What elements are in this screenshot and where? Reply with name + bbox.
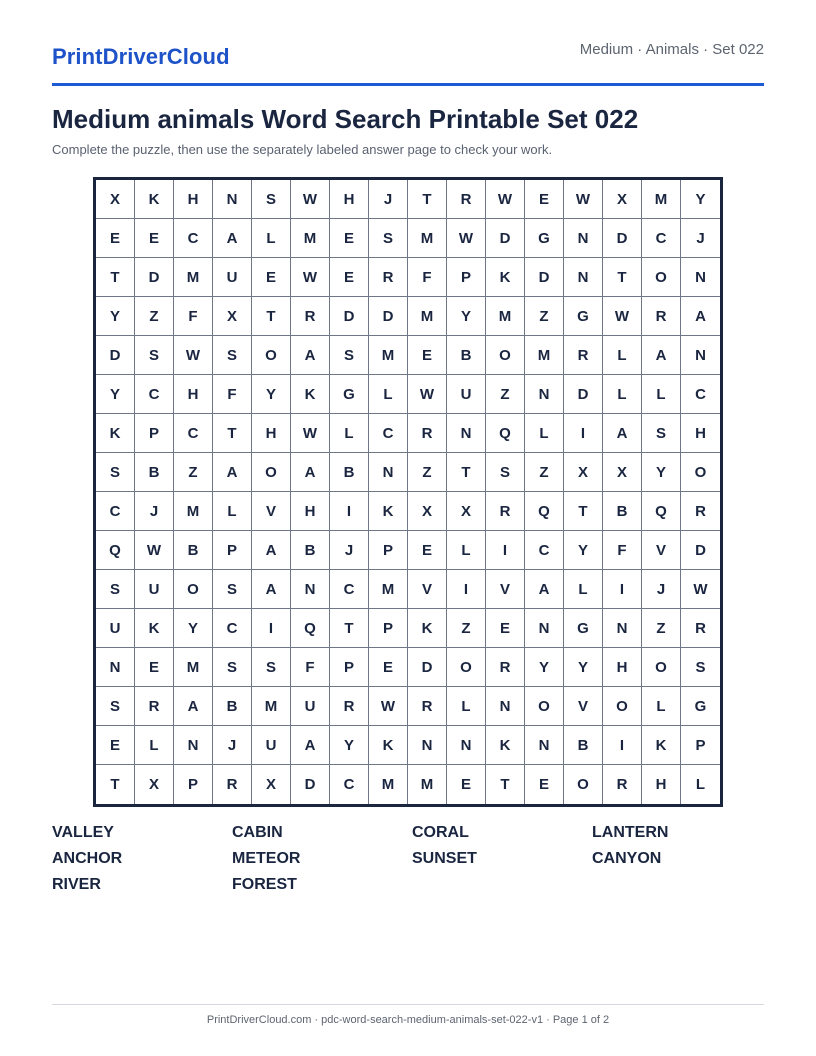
grid-cell: P	[135, 414, 174, 453]
word-list	[52, 824, 772, 894]
grid-cell: D	[369, 297, 408, 336]
grid-cell: W	[291, 414, 330, 453]
grid-cell: O	[642, 648, 681, 687]
grid-cell: B	[447, 336, 486, 375]
grid-cell: X	[135, 765, 174, 804]
grid-cell: S	[96, 570, 135, 609]
grid-cell: M	[252, 687, 291, 726]
grid-cell: E	[96, 219, 135, 258]
grid-cell: D	[681, 531, 720, 570]
grid-cell: N	[525, 726, 564, 765]
word-search-grid	[93, 177, 723, 807]
grid-cell: O	[252, 336, 291, 375]
grid-cell: R	[564, 336, 603, 375]
grid-cell: E	[135, 219, 174, 258]
grid-cell: K	[486, 726, 525, 765]
grid-cell: N	[96, 648, 135, 687]
grid-cell: L	[369, 375, 408, 414]
grid-cell: A	[681, 297, 720, 336]
grid-cell: O	[486, 336, 525, 375]
grid-cell: I	[603, 726, 642, 765]
grid-cell: J	[213, 726, 252, 765]
grid-cell: N	[525, 375, 564, 414]
grid-cell: M	[174, 648, 213, 687]
grid-cell: G	[564, 297, 603, 336]
grid-cell: A	[252, 570, 291, 609]
grid-cell: A	[291, 453, 330, 492]
grid-cell: O	[681, 453, 720, 492]
grid-cell: Y	[564, 531, 603, 570]
grid-cell: S	[369, 219, 408, 258]
grid-cell: D	[330, 297, 369, 336]
grid-cell: E	[525, 180, 564, 219]
grid-cell: C	[525, 531, 564, 570]
grid-cell: M	[408, 219, 447, 258]
grid-cell: O	[564, 765, 603, 804]
word-list-item: VALLEY	[52, 824, 114, 841]
grid-cell: X	[603, 180, 642, 219]
word-list-item: CANYON	[592, 850, 662, 867]
grid-cell: M	[291, 219, 330, 258]
grid-cell: H	[291, 492, 330, 531]
grid-cell: F	[408, 258, 447, 297]
grid-cell: L	[213, 492, 252, 531]
grid-cell: A	[291, 726, 330, 765]
grid-cell: I	[447, 570, 486, 609]
grid-cell: Y	[96, 297, 135, 336]
grid-cell: S	[681, 648, 720, 687]
grid-cell: E	[330, 258, 369, 297]
grid-cell: L	[252, 219, 291, 258]
grid-cell: U	[213, 258, 252, 297]
grid-cell: D	[564, 375, 603, 414]
grid-cell: D	[525, 258, 564, 297]
grid-cell: D	[96, 336, 135, 375]
grid-cell: N	[603, 609, 642, 648]
grid-cell: M	[642, 180, 681, 219]
grid-cell: J	[642, 570, 681, 609]
grid-cell: I	[486, 531, 525, 570]
grid-cell: C	[96, 492, 135, 531]
grid-cell: Z	[486, 375, 525, 414]
grid-cell: E	[525, 765, 564, 804]
grid-cell: U	[135, 570, 174, 609]
grid-cell: C	[174, 414, 213, 453]
grid-cell: O	[252, 453, 291, 492]
grid-cell: L	[642, 375, 681, 414]
grid-cell: L	[525, 414, 564, 453]
grid-cell: W	[408, 375, 447, 414]
grid-cell: N	[564, 219, 603, 258]
grid-cell: I	[603, 570, 642, 609]
grid-cell: M	[525, 336, 564, 375]
grid-cell: N	[174, 726, 213, 765]
grid-cell: T	[408, 180, 447, 219]
grid-cell: E	[408, 336, 447, 375]
grid-cell: F	[174, 297, 213, 336]
grid-cell: V	[564, 687, 603, 726]
grid-cell: V	[642, 531, 681, 570]
grid-cell: X	[564, 453, 603, 492]
grid-cell: P	[330, 648, 369, 687]
grid-cell: N	[369, 453, 408, 492]
grid-cell: L	[447, 687, 486, 726]
grid-cell: X	[213, 297, 252, 336]
grid-cell: Y	[564, 648, 603, 687]
word-list-item: CABIN	[232, 824, 283, 841]
grid-cell: N	[447, 726, 486, 765]
grid-cell: R	[369, 258, 408, 297]
grid-cell: N	[681, 258, 720, 297]
grid-cell: Z	[174, 453, 213, 492]
grid-cell: W	[135, 531, 174, 570]
grid-cell: P	[174, 765, 213, 804]
grid-cell: T	[447, 453, 486, 492]
grid-cell: Q	[291, 609, 330, 648]
grid-cell: V	[486, 570, 525, 609]
grid-cell: C	[369, 414, 408, 453]
grid-cell: W	[681, 570, 720, 609]
grid-cell: M	[486, 297, 525, 336]
grid-cell: S	[642, 414, 681, 453]
grid-cell: Y	[525, 648, 564, 687]
grid-cell: C	[135, 375, 174, 414]
grid-cell: W	[291, 180, 330, 219]
grid-cell: W	[369, 687, 408, 726]
grid-cell: N	[291, 570, 330, 609]
grid-cell: X	[96, 180, 135, 219]
grid-cell: T	[252, 297, 291, 336]
grid-cell: N	[525, 609, 564, 648]
grid-cell: L	[135, 726, 174, 765]
grid-cell: B	[330, 453, 369, 492]
grid-cell: J	[135, 492, 174, 531]
grid-cell: C	[213, 609, 252, 648]
grid-cell: K	[96, 414, 135, 453]
grid-cell: X	[408, 492, 447, 531]
grid-cell: W	[447, 219, 486, 258]
grid-cell: G	[525, 219, 564, 258]
grid-cell: O	[447, 648, 486, 687]
grid-cell: C	[174, 219, 213, 258]
grid-cell: Y	[174, 609, 213, 648]
grid-cell: T	[96, 765, 135, 804]
grid-cell: W	[486, 180, 525, 219]
grid-cell: W	[174, 336, 213, 375]
grid-cell: Y	[642, 453, 681, 492]
grid-cell: Z	[135, 297, 174, 336]
grid-cell: P	[213, 531, 252, 570]
grid-cell: L	[447, 531, 486, 570]
grid-cell: G	[564, 609, 603, 648]
grid-cell: L	[642, 687, 681, 726]
grid-cell: L	[603, 336, 642, 375]
word-list-item: CORAL	[412, 824, 469, 841]
grid-cell: Y	[330, 726, 369, 765]
grid-cell: T	[564, 492, 603, 531]
grid-cell: W	[291, 258, 330, 297]
grid-cell: C	[642, 219, 681, 258]
grid-cell: K	[135, 609, 174, 648]
word-list-item: FOREST	[232, 876, 297, 893]
grid-cell: S	[330, 336, 369, 375]
word-list-item: ANCHOR	[52, 850, 123, 867]
grid-cell: Q	[96, 531, 135, 570]
grid-cell: J	[681, 219, 720, 258]
grid-cell: T	[486, 765, 525, 804]
grid-cell: P	[369, 531, 408, 570]
grid-cell: G	[330, 375, 369, 414]
grid-cell: S	[135, 336, 174, 375]
grid-cell: P	[369, 609, 408, 648]
grid-cell: S	[213, 570, 252, 609]
grid-cell: U	[96, 609, 135, 648]
grid-cell: L	[330, 414, 369, 453]
grid-cell: K	[135, 180, 174, 219]
grid-cell: S	[96, 687, 135, 726]
grid-cell: H	[174, 375, 213, 414]
word-list-item: LANTERN	[592, 824, 669, 841]
grid-cell: J	[369, 180, 408, 219]
grid-cell: E	[135, 648, 174, 687]
grid-cell: M	[369, 570, 408, 609]
grid-cell: R	[330, 687, 369, 726]
grid-cell: V	[252, 492, 291, 531]
grid-cell: O	[603, 687, 642, 726]
grid-cell: B	[135, 453, 174, 492]
grid-cell: H	[681, 414, 720, 453]
grid-cell: K	[369, 492, 408, 531]
grid-cell: E	[447, 765, 486, 804]
grid-cell: K	[642, 726, 681, 765]
grid-cell: S	[486, 453, 525, 492]
grid-cell: H	[603, 648, 642, 687]
grid-cell: A	[174, 687, 213, 726]
grid-cell: I	[252, 609, 291, 648]
grid-cell: X	[603, 453, 642, 492]
grid-cell: O	[174, 570, 213, 609]
grid-cell: N	[681, 336, 720, 375]
grid-cell: X	[252, 765, 291, 804]
page-subtitle: Complete the puzzle, then use the separately labeled answer page to check your work.	[52, 142, 553, 157]
grid-cell: K	[486, 258, 525, 297]
grid-cell: R	[486, 492, 525, 531]
grid-cell: A	[252, 531, 291, 570]
grid-cell: E	[96, 726, 135, 765]
grid-cell: K	[369, 726, 408, 765]
grid-cell: P	[447, 258, 486, 297]
grid-cell: F	[291, 648, 330, 687]
grid-cell: X	[447, 492, 486, 531]
grid-cell: A	[291, 336, 330, 375]
grid-cell: T	[96, 258, 135, 297]
grid-cell: H	[642, 765, 681, 804]
grid-cell: Q	[642, 492, 681, 531]
grid-cell: T	[213, 414, 252, 453]
grid-cell: F	[603, 531, 642, 570]
grid-cell: O	[642, 258, 681, 297]
grid-cell: B	[564, 726, 603, 765]
grid-cell: S	[252, 648, 291, 687]
grid-cell: S	[213, 336, 252, 375]
grid-cell: Y	[96, 375, 135, 414]
grid-cell: J	[330, 531, 369, 570]
grid-cell: A	[525, 570, 564, 609]
grid-cell: Y	[681, 180, 720, 219]
grid-cell: Q	[525, 492, 564, 531]
grid-cell: C	[681, 375, 720, 414]
grid-cell: R	[291, 297, 330, 336]
grid-cell: K	[291, 375, 330, 414]
grid-cell: V	[408, 570, 447, 609]
grid-cell: H	[330, 180, 369, 219]
grid-cell: N	[486, 687, 525, 726]
grid-cell: R	[681, 609, 720, 648]
grid-cell: C	[330, 570, 369, 609]
grid-cell: A	[642, 336, 681, 375]
grid-cell: L	[603, 375, 642, 414]
grid-cell: D	[603, 219, 642, 258]
grid-cell: Z	[408, 453, 447, 492]
brand-logo-text[interactable]: PrintDriverCloud	[52, 44, 230, 69]
grid-cell: Z	[642, 609, 681, 648]
grid-cell: Y	[252, 375, 291, 414]
grid-cell: L	[564, 570, 603, 609]
grid-cell: E	[369, 648, 408, 687]
page-title: Medium animals Word Search Printable Set 022	[52, 104, 639, 134]
footer-divider	[52, 1004, 764, 1005]
grid-cell: S	[252, 180, 291, 219]
grid-cell: N	[447, 414, 486, 453]
grid-cell: R	[408, 687, 447, 726]
page-header	[52, 38, 764, 86]
grid-cell: N	[213, 180, 252, 219]
grid-cell: D	[135, 258, 174, 297]
grid-cell: O	[525, 687, 564, 726]
grid-cell: T	[603, 258, 642, 297]
grid-cell: E	[330, 219, 369, 258]
grid-cell: N	[564, 258, 603, 297]
grid-cell: H	[174, 180, 213, 219]
grid-cell: E	[486, 609, 525, 648]
grid-cell: K	[408, 609, 447, 648]
grid-cell: H	[252, 414, 291, 453]
grid-cell: R	[135, 687, 174, 726]
grid-cell: R	[447, 180, 486, 219]
word-list-item: METEOR	[232, 850, 301, 867]
grid-cell: A	[213, 219, 252, 258]
grid-cell: W	[603, 297, 642, 336]
grid-cell: Q	[486, 414, 525, 453]
grid-cell: W	[564, 180, 603, 219]
grid-cell: Z	[525, 453, 564, 492]
grid-cell: M	[174, 492, 213, 531]
grid-cell: U	[252, 726, 291, 765]
grid-cell: R	[486, 648, 525, 687]
grid-cell: T	[330, 609, 369, 648]
grid-cell: U	[447, 375, 486, 414]
grid-cell: D	[486, 219, 525, 258]
grid-cell: P	[681, 726, 720, 765]
grid-cell: Z	[525, 297, 564, 336]
grid-cell: A	[213, 453, 252, 492]
grid-cell: L	[695, 776, 706, 793]
grid-cell: Y	[447, 297, 486, 336]
grid-cell: S	[213, 648, 252, 687]
grid-cell: R	[408, 414, 447, 453]
grid-cell: S	[96, 453, 135, 492]
grid-cell: D	[291, 765, 330, 804]
grid-cell: F	[213, 375, 252, 414]
word-list-item: SUNSET	[412, 850, 477, 867]
grid-cell: M	[369, 336, 408, 375]
grid-cell: I	[564, 414, 603, 453]
grid-cell: B	[603, 492, 642, 531]
grid-cell: N	[408, 726, 447, 765]
grid-cell: Z	[447, 609, 486, 648]
grid-cell: E	[408, 531, 447, 570]
grid-cell: R	[681, 492, 720, 531]
word-list-item: RIVER	[52, 876, 101, 893]
grid-cell: I	[330, 492, 369, 531]
grid-cell: R	[603, 765, 642, 804]
grid-cell: M	[174, 258, 213, 297]
grid-cell: C	[330, 765, 369, 804]
breadcrumb: Medium · Animals · Set 022	[579, 41, 764, 58]
grid-cell: B	[174, 531, 213, 570]
grid-cell: G	[681, 687, 720, 726]
grid-cell: A	[603, 414, 642, 453]
page-footer: PrintDriverCloud.com · pdc-word-search-medium-animals-set-022-v1 · Page 1 of 2	[206, 1014, 610, 1026]
grid-cell: B	[213, 687, 252, 726]
grid-cell: R	[642, 297, 681, 336]
grid-cell: R	[213, 765, 252, 804]
grid-cell: E	[252, 258, 291, 297]
grid-cell: D	[408, 648, 447, 687]
grid-cell: M	[408, 765, 447, 804]
grid-cell: M	[408, 297, 447, 336]
grid-cell: M	[369, 765, 408, 804]
grid-cell: B	[291, 531, 330, 570]
grid-cell: U	[291, 687, 330, 726]
